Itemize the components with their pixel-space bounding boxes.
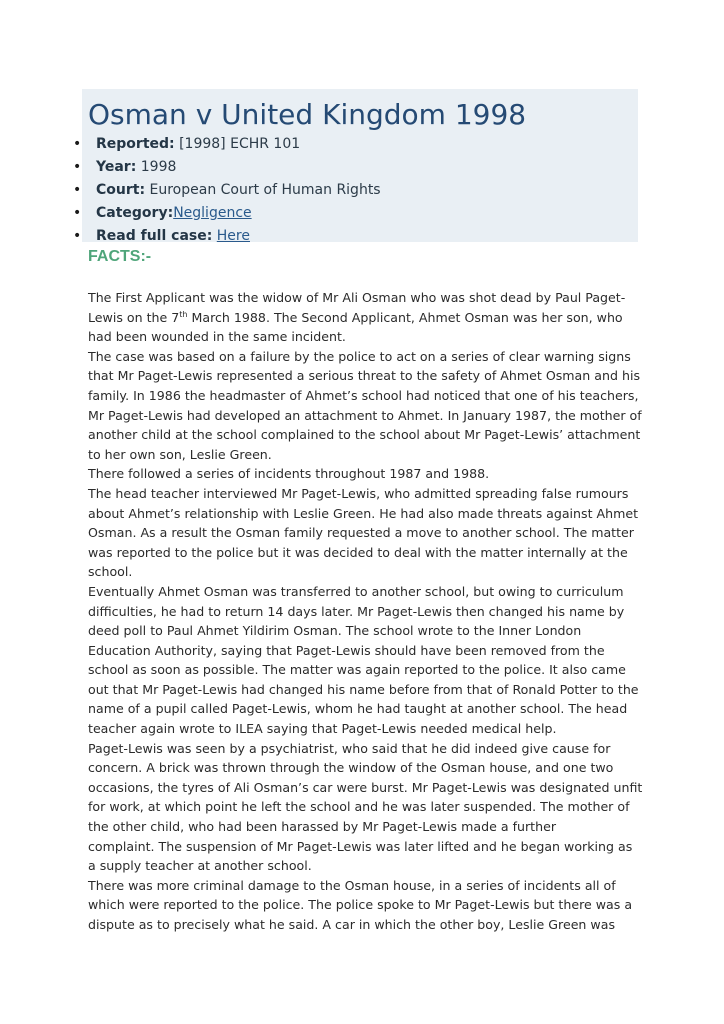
text-line: family. In 1986 the headmaster of Ahmet’s school had noticed that one of his teachers, [88,387,639,403]
meta-reported [60,133,381,156]
text-line: The First Applicant was the widow of Mr Ali Osman who was shot dead by Paul Paget- [88,290,626,305]
text-line: out that Mr Paget-Lewis had changed his name before from that of Ronald Potter to the [88,681,639,697]
meta-court [60,179,381,202]
text-line: school as soon as possible. The matter was again reported to the police. It also came [88,662,626,678]
facts-body [88,288,643,935]
text-line: about Ahmet’s relationship with Leslie Green. He had also made threats against Ahmet [88,505,639,521]
text-fragment: Lewis on the 7 [88,309,180,325]
paragraph [88,876,636,935]
meta-key: Court: [96,182,146,198]
text-line: There was more criminal damage to the Osman house, in a series of incidents all of [88,877,616,893]
text-line: to her own son, Leslie Green. [88,446,272,462]
text-line: that Mr Paget-Lewis represented a serious threat to the safety of Ahmet Osman and his [88,368,641,384]
text-line: Paget-Lewis was seen by a psychiatrist, who said that he did indeed give cause for [88,740,611,756]
text-line: Osman. As a result the Osman family requested a move to another school. The matter [88,525,634,541]
text-line: occasions, the tyres of Ali Osman’s car were burst. Mr Paget-Lewis was designated unfit [88,779,643,795]
meta-value: European Court of Human Rights [149,182,381,198]
meta-year [60,156,381,179]
paragraph [88,464,636,484]
paragraph [88,288,636,347]
text-line: Education Authority, saying that Paget-Lewis should have been removed from the [88,642,605,658]
text-line [88,308,636,328]
meta-category [60,202,381,225]
meta-key: Year: [96,159,137,175]
case-meta-list [60,133,381,248]
text-line: difficulties, he had to return 14 days later. Mr Paget-Lewis then changed his name by [88,603,625,619]
text-line: teacher again wrote to ILEA saying that Paget-Lewis needed medical help. [88,721,557,737]
meta-key: Read full case: [96,228,213,244]
text-line: had been wounded in the same incident. [88,329,346,345]
text-line: complaint. The suspension of Mr Paget-Lewis was later lifted and he began working as [88,838,633,854]
paragraph [88,582,639,739]
meta-key: Category: [96,205,174,221]
text-line: dispute as to precisely what he said. A car in which the other boy, Leslie Green was [88,917,616,932]
read-full-case-link[interactable]: Here [216,228,250,244]
text-line: Mr Paget-Lewis had developed an attachment to Ahmet. In January 1987, the mother of [88,407,642,423]
text-line: name of a pupil called Paget-Lewis, whom he had taught at another school. The head [88,701,628,717]
text-line: the other child, who had been harassed by Mr Paget-Lewis made a further [88,819,557,835]
meta-key: Reported: [96,136,175,152]
text-line: concern. A brick was thrown through the window of the Osman house, and one two [88,760,614,776]
text-line: The case was based on a failure by the police to act on a series of clear warning signs [88,348,631,364]
text-line: for work, at which point he left the school and he was later suspended. The mother of [88,799,630,815]
paragraph [88,484,639,582]
text-line: The head teacher interviewed Mr Paget-Lewis, who admitted spreading false rumours [88,485,629,501]
text-line: another child at the school complained to the school about Mr Paget-Lewis’ attachment [88,427,641,443]
meta-value: [1998] ECHR 101 [179,136,301,152]
meta-value: 1998 [140,159,177,175]
page-title: Osman v United Kingdom 1998 [88,98,527,131]
category-link[interactable]: Negligence [173,205,252,221]
text-line: a supply teacher at another school. [88,858,312,874]
text-line: deed poll to Paul Ahmet Yildirim Osman. The school wrote to the Inner London [88,623,582,639]
text-line: Eventually Ahmet Osman was transferred to another school, but owing to curriculum [88,583,624,599]
paragraph [88,739,643,876]
superscript: th [179,309,188,319]
text-line: school. [88,564,133,580]
paragraph [88,347,642,465]
text-line: which were reported to the police. The police spoke to Mr Paget-Lewis but there was a [88,897,633,913]
text-fragment: March 1988. The Second Applicant, Ahmet Osman was her son, who [187,309,623,325]
text-line: There followed a series of incidents throughout 1987 and 1988. [88,466,490,482]
facts-heading: FACTS:- [88,248,152,265]
text-line: was reported to the police but it was decided to deal with the matter internally at the [88,544,628,560]
